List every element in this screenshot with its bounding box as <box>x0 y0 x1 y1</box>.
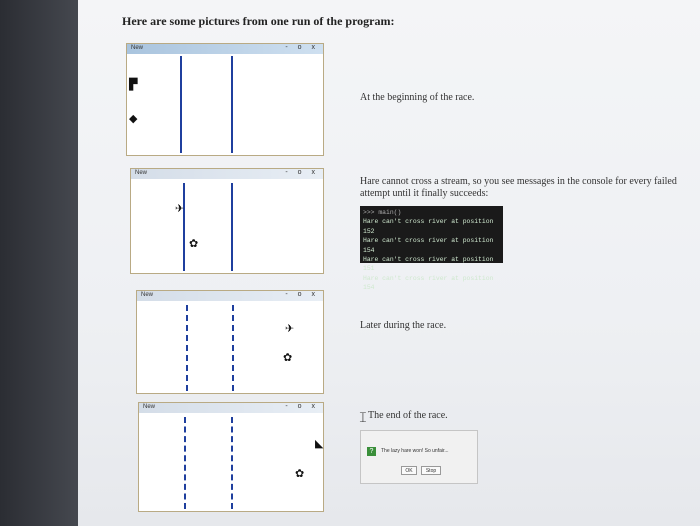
race-window-end <box>138 402 324 512</box>
turtle-sprite: ◆ <box>129 112 138 125</box>
river-line <box>184 417 186 509</box>
console-line: Hare can't cross river at position 154 <box>363 237 494 254</box>
window-controls[interactable]: - o x <box>285 44 319 51</box>
river-line <box>231 183 233 271</box>
window-controls[interactable]: - o x <box>285 169 319 176</box>
window-controls[interactable]: - o x <box>285 403 319 410</box>
hare-sprite: ✈ <box>175 202 185 215</box>
text-cursor-icon: 𝙸 <box>358 410 368 426</box>
caption-stream: Hare cannot cross a stream, so you see messages in the console for every failed attempt until it finally succeeds: <box>360 176 677 199</box>
dialog-message: The lazy hare won! So unfair... <box>381 448 449 454</box>
window-titlebar[interactable] <box>127 44 323 54</box>
turtle-sprite: ✿ <box>189 237 199 250</box>
console-line: Hare can't cross river at position 154 <box>363 274 494 292</box>
hare-sprite: ◣ <box>315 437 324 450</box>
river-line <box>231 56 233 153</box>
window-title: New <box>131 45 144 51</box>
console-line: Hare can't cross river at position 152 <box>363 218 494 235</box>
page-heading: Here are some pictures from one run of the program: <box>122 14 395 28</box>
turtle-sprite: ✿ <box>283 351 293 364</box>
hare-sprite: ▛ <box>129 78 138 91</box>
result-dialog <box>360 430 478 484</box>
river-line <box>232 305 234 391</box>
caption-later: Later during the race. <box>360 320 447 331</box>
window-title: New <box>135 170 148 176</box>
hare-sprite: ✈ <box>285 322 295 335</box>
caption-start: At the beginning of the race. <box>360 92 475 103</box>
question-icon: ? <box>367 447 376 456</box>
window-titlebar[interactable] <box>139 403 323 413</box>
caption-end: The end of the race. <box>368 410 448 421</box>
console-output <box>360 206 503 292</box>
window-title: New <box>141 292 154 298</box>
console-prompt: >>> main() <box>363 209 402 216</box>
window-title: New <box>143 404 156 410</box>
window-controls[interactable]: - o x <box>285 291 319 298</box>
race-window-stream <box>130 168 324 274</box>
river-line <box>180 56 182 153</box>
document-page <box>78 0 700 526</box>
race-window-start <box>126 43 324 156</box>
race-window-later <box>136 290 324 394</box>
monitor-bezel <box>0 0 78 526</box>
console-line: Hare can't cross river at position 151 <box>363 256 494 273</box>
river-line <box>186 305 188 391</box>
river-line <box>231 417 233 509</box>
ok-button[interactable]: OK <box>401 466 417 475</box>
window-titlebar[interactable] <box>131 169 323 179</box>
window-titlebar[interactable] <box>137 291 323 301</box>
stop-button[interactable]: Stop <box>421 466 441 475</box>
river-line <box>183 183 185 271</box>
turtle-sprite: ✿ <box>295 467 305 480</box>
